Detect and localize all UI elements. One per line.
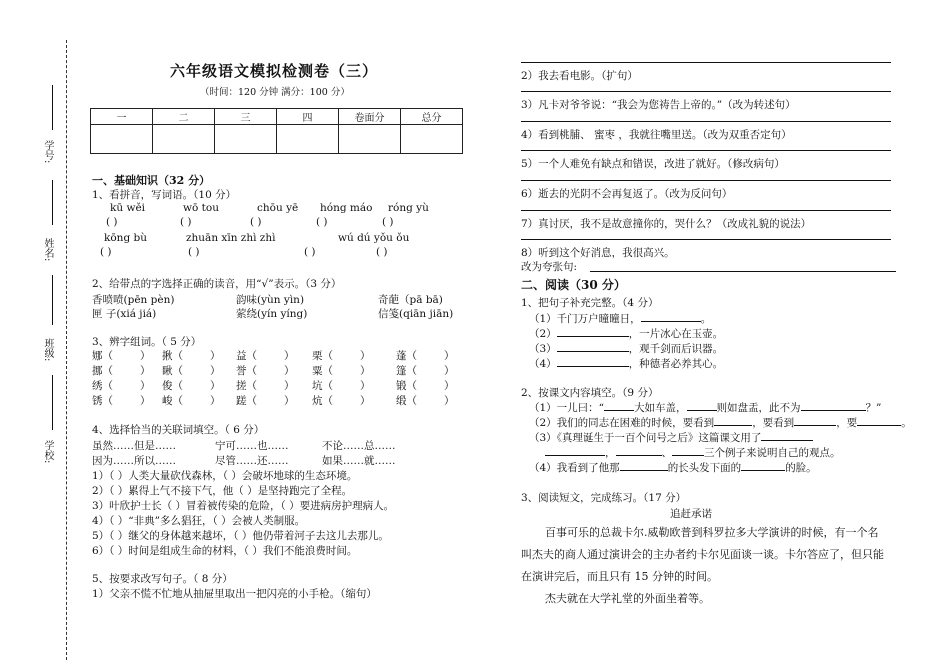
word-group-item[interactable]: 娜（ [92,350,113,362]
fill-blank[interactable] [557,351,629,352]
text: ？” [865,402,882,414]
text: 、 [661,447,672,459]
q4-item[interactable]: 2）（ ）累得上气不接下气，他（ ）是坚持跑完了全程。 [92,485,353,497]
word-group-item[interactable]: 栗（ [312,350,333,362]
word-group-item[interactable]: 挪（ [92,365,113,377]
word-group-item[interactable]: 缎（ [396,395,417,407]
fill-blank[interactable] [687,410,717,411]
q5-item: 3）凡卡对爷爷说：“我会为您祷告上帝的。”（改为转述句） [521,99,796,111]
text: （2）我们的同志在困难的时候，要看到 [529,417,715,429]
q4-item[interactable]: 5）（ ）继父的身体越来越坏，（ ）他仍带着河子去这儿去那儿。 [92,530,389,542]
exam-subtitle: （时间：120 分钟 满分：100 分） [200,87,350,98]
fill-suffix: 。 [700,313,712,325]
word-group-item[interactable]: 搓（ [236,380,257,392]
fill-blank[interactable] [794,425,836,426]
word-group-item[interactable]: 锈（ [92,395,113,407]
score-header: 三 [215,109,277,125]
conjunction-option: 宁可……也…… [215,440,289,452]
word-group-close: ） [284,380,295,392]
fill-prefix: （1）千门万户曈曈日， [529,313,641,325]
word-group-close: ） [284,350,295,362]
q2-line4 [529,460,817,475]
fill-prefix: （4） [529,358,557,370]
answer-blank[interactable]: ( ) [382,216,394,228]
text: ，要看到 [752,417,795,429]
word-group-close: ） [444,395,455,407]
text: 的长头发下面的 [667,462,742,474]
word-group-close: ） [210,395,221,407]
s2-q2-stem: 2、按课文内容填空。（9 分） [521,387,659,399]
text: ， [605,447,616,459]
word-group-item[interactable]: 益（ [236,350,257,362]
answer-blank[interactable]: ( ) [180,216,192,228]
conjunction-option: 因为……所以…… [92,455,176,467]
word-group-close: ） [360,365,371,377]
answer-blank[interactable]: ( ) [250,216,262,228]
answer-blank[interactable]: ( ) [106,216,118,228]
score-cell[interactable] [339,125,401,154]
q5-item: 2）我去看电影。（扩句） [521,70,638,82]
s2-q1-stem: 1、把句子补充完整。（4 分） [521,297,659,309]
text: 的脸。 [785,462,817,474]
s2-q3-stem: 3、阅读短文，完成练习。（17 分） [521,492,687,504]
score-header: 总分 [401,109,463,125]
q2-line2 [529,415,912,430]
word-group-close: ） [360,395,371,407]
fill-blank[interactable] [741,470,785,471]
conjunction-option: 尽管……还…… [215,455,289,467]
exam-title: 六年级语文模拟检测卷（三） [170,62,379,80]
passage-line: 百事可乐的总裁卡尔.威勒欧普到科罗拉多大学演讲的时候，有一个名 [545,526,879,539]
binding-dashed-line [66,40,67,660]
q5-item: 7）真讨厌，我不是故意撞你的，哭什么？（改成礼貌的说法） [521,218,812,230]
fill-prefix: （3） [529,343,557,355]
word-group-item[interactable]: 俊（ [162,380,183,392]
answer-blank[interactable]: ( ) [316,216,328,228]
fill-blank[interactable] [672,455,704,456]
answer-line[interactable] [521,210,891,211]
fill-blank[interactable] [857,425,901,426]
fill-blank[interactable] [616,455,662,456]
q3-stem: 3、辨字组词。（ 5 分） [92,336,202,348]
score-cell[interactable] [153,125,215,154]
fill-item [529,311,711,326]
q2-line3 [529,430,813,445]
fill-item [529,356,723,371]
answer-blank[interactable]: ( ) [100,246,112,258]
fill-suffix: ，种德者必养其心。 [628,358,724,370]
q4-item[interactable]: 1）（ ）人类大量砍伐森林，（ ）会破坏地球的生态环境。 [92,470,358,482]
score-header: 一 [91,109,153,125]
pinyin: kū wěi [110,202,146,214]
word-group-item[interactable]: 蓬（ [396,350,417,362]
class-field-line [52,275,53,325]
reading-choice[interactable]: 韵味(yùn yìn) [236,294,305,306]
answer-line[interactable] [590,271,896,272]
word-group-close: ） [360,380,371,392]
pinyin: wú dú yǒu ǒu [338,232,410,244]
q5-stem: 5、按要求改写句子。（ 8 分） [92,573,233,585]
fill-blank[interactable] [557,336,629,337]
pinyin: wō tou [183,202,219,214]
fill-blank[interactable] [557,366,629,367]
word-group-item[interactable]: 誉（ [236,365,257,377]
name-field-line [52,180,53,225]
q4-item[interactable]: 4）（ ）“非典”多么猖狂，（ ）会被人类制服。 [92,515,306,527]
q2-stem: 2、给带点的字选择正确的读音，用“√”表示。（3 分） [92,278,342,290]
word-group-close: ） [210,380,221,392]
pinyin: zhuān xīn zhì zhì [186,232,276,244]
reading-choice[interactable]: 萦绕(yín yíng) [236,308,308,320]
answer-line[interactable] [521,239,891,240]
score-cell[interactable] [91,125,153,154]
score-cell[interactable] [277,125,339,154]
fill-item [529,326,723,341]
word-group-item[interactable]: 粟（ [312,365,333,377]
passage-line: 在演讲完后，而且只有 15 分钟的时间。 [521,570,718,583]
section1-title: 一、基础知识（32 分） [92,174,211,187]
pinyin: chōu yē [257,202,299,214]
score-header: 四 [277,109,339,125]
word-group-item[interactable]: 瞅（ [162,365,183,377]
word-group-item[interactable]: 锻（ [396,380,417,392]
q4-item[interactable]: 3）叶欣护士长（ ）冒着被传染的危险，（ ）要进病房护理病人。 [92,500,395,512]
school-field-line [52,375,53,430]
word-group-item[interactable]: 篷（ [396,365,417,377]
word-group-close: ） [444,350,455,362]
passage-line: 杰夫就在大学礼堂的外面坐着等。 [545,592,710,605]
text: （1）一儿曰：“ [529,402,605,414]
word-group-item[interactable]: 揪（ [162,350,183,362]
fill-blank[interactable] [714,425,752,426]
conjunction-option: 如果……就…… [322,455,396,467]
pinyin: hóng máo [320,202,373,214]
reading-choice[interactable]: 匣 子(xiá jiá) [92,308,157,320]
text: （4）我看到了他那 [529,462,620,474]
reading-choice[interactable]: 奇葩（pā bā) [378,294,443,306]
answer-blank[interactable]: ( ) [188,246,200,258]
q4-stem: 4、选择恰当的关联词填空。（ 6 分） [92,424,265,436]
pinyin: róng yù [388,202,429,214]
text: ，要 [836,417,858,429]
answer-blank[interactable]: ( ) [376,246,388,258]
q5-item: 6）逝去的光阴不会再复返了。（改为反问句） [521,188,733,200]
word-group-item[interactable]: 炕（ [312,395,333,407]
student-id-label: 学号: [42,140,53,164]
answer-line[interactable] [521,180,891,181]
class-label: 班级: [42,338,53,362]
answer-blank[interactable]: ( ) [304,246,316,258]
word-group-close: ） [210,350,221,362]
q2-line1 [529,400,881,415]
answer-line[interactable] [521,62,891,63]
fill-item [529,341,723,356]
conjunction-option: 虽然……但是…… [92,440,176,452]
answer-line[interactable] [521,150,891,151]
reading-choice[interactable]: 香喷喷(pēn pèn) [92,294,175,306]
text: 大如车盖， [634,402,687,414]
text: 则如盘盂，此不为 [716,402,801,414]
word-group-close: ） [140,365,151,377]
fill-blank[interactable] [620,470,668,471]
q5-item: 8）听到这个好消息，我很高兴。 [521,247,675,259]
word-group-close: ） [140,395,151,407]
q2-line3b [545,445,841,460]
q5-item: 1）父亲不慌不忙地从抽屉里取出一把闪亮的小手枪。（缩句） [92,588,377,600]
word-group-close: ） [284,395,295,407]
fill-prefix: （2） [529,328,557,340]
word-group-close: ） [140,380,151,392]
score-header: 卷面分 [339,109,401,125]
pinyin: kōng bù [104,232,147,244]
word-group-item[interactable]: 蹉（ [236,395,257,407]
fill-blank[interactable] [801,410,866,411]
word-group-close: ） [140,350,151,362]
fill-blank[interactable] [641,321,701,322]
word-group-close: ） [444,380,455,392]
score-header: 二 [153,109,215,125]
q5-item: 5）一个人难免有缺点和错误，改进了就好。（修改病句） [521,158,785,170]
word-group-item[interactable]: 绣（ [92,380,113,392]
q4-item[interactable]: 6）（ ）时间是组成生命的材料，（ ）我们不能浪费时间。 [92,545,358,557]
score-cell[interactable] [401,125,463,154]
text: （3）《真理诞生于一百个问号之后》这篇课文用了 [529,432,762,444]
answer-line[interactable] [521,91,891,92]
section2-title: 二、阅读（30 分） [521,278,626,292]
exaggerate-label: 改为夸张句: [521,261,578,273]
score-cell[interactable] [215,125,277,154]
fill-suffix: ，观千剑而后识器。 [628,343,724,355]
passage-line: 叫杰夫的商人通过演讲会的主办者约卡尔见面谈一谈。卡尔答应了，但只能 [521,548,884,561]
word-group-close: ） [444,365,455,377]
q5-item: 4）看到桃脯、 蜜枣 ，我就往嘴里送。（改为双重否定句） [521,129,792,141]
q1-stem: 1、看拼音，写词语。（10 分） [92,189,237,201]
name-label: 姓名: [42,238,53,262]
passage-title: 追赶承诺 [670,508,712,520]
word-group-item[interactable]: 坑（ [312,380,333,392]
text: 三个例子来说明自己的观点。 [704,447,841,459]
word-group-close: ） [360,350,371,362]
conjunction-option: 不论……总…… [322,440,396,452]
fill-blank[interactable] [604,410,634,411]
word-group-item[interactable]: 峻（ [162,395,183,407]
fill-blank[interactable] [545,455,605,456]
answer-line[interactable] [521,121,891,122]
word-group-close: ） [210,365,221,377]
reading-choice[interactable]: 信笺(qiān jiān) [378,308,454,320]
school-label: 学校: [42,440,53,464]
score-table [90,108,463,154]
word-group-close: ） [284,365,295,377]
fill-suffix: ，一片冰心在玉壶。 [628,328,724,340]
id-field-line [52,85,53,130]
fill-blank[interactable] [761,440,813,441]
text: 。 [901,417,912,429]
